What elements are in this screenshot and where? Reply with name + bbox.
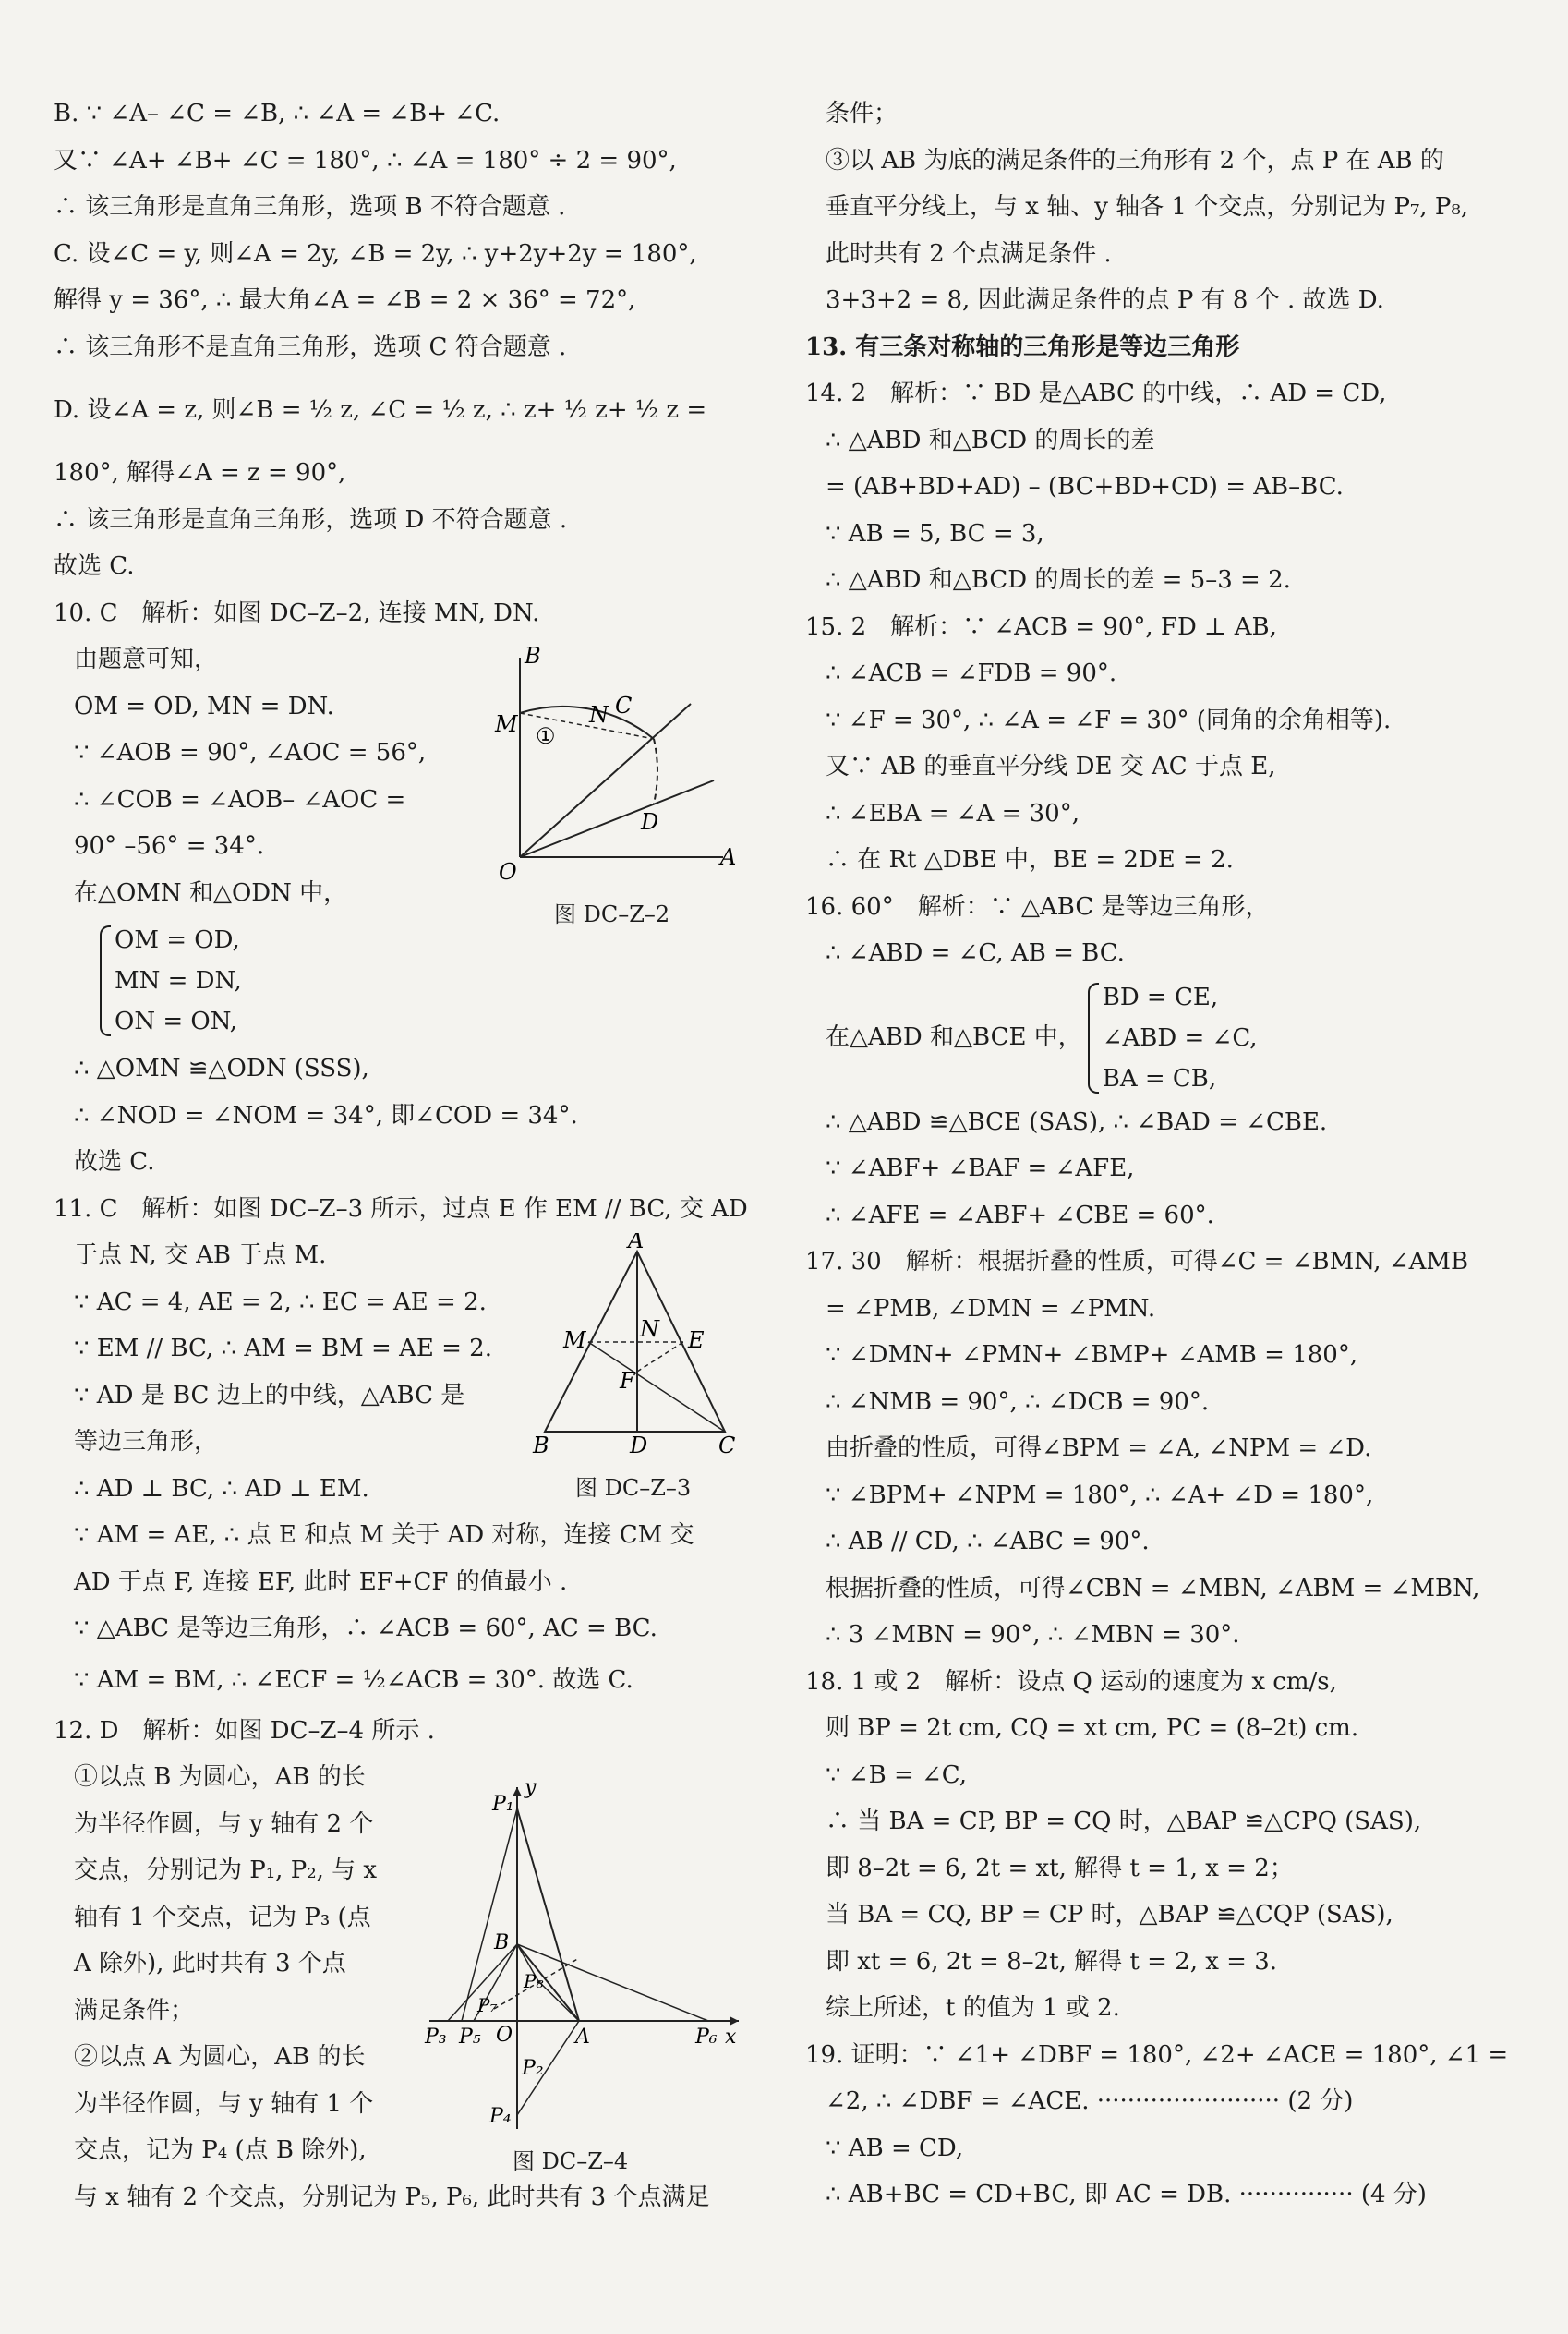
label-c: C [718, 1433, 736, 1455]
label-n: N [640, 1316, 659, 1342]
text-line: ∴ 当 BA = CP, BP = CQ 时，△BAP ≌△CPQ (SAS), [826, 1808, 1422, 1835]
text-line: ∵ EM // BC, ∴ AM = BM = AE = 2. [74, 1335, 492, 1362]
text-line: 综上所述，t 的值为 1 或 2. [826, 1994, 1120, 2022]
text-line: 在△ABD 和△BCE 中， [826, 1023, 1082, 1052]
text-line: 由折叠的性质，可得∠BPM = ∠A, ∠NPM = ∠D. [826, 1434, 1372, 1462]
text-line: ∴ ∠AFE = ∠ABF+ ∠CBE = 60°. [826, 1201, 1214, 1229]
text-line: ∴ ∠NOD = ∠NOM = 34°, 即∠COD = 34°. [74, 1101, 578, 1130]
text-line: ∴ ∠EBA = ∠A = 30°, [826, 799, 1080, 828]
text-line: ∴ △ABD 和△BCD 的周长的差 = 5–3 = 2. [826, 566, 1291, 594]
figure-dc-z-4 [420, 1773, 753, 2174]
figure-3-diagram [531, 1233, 743, 1455]
text-line: B. ∵ ∠A– ∠C = ∠B, ∴ ∠A = ∠B+ ∠C. [54, 100, 501, 127]
question-12-heading: 12. D 解析：如图 DC–Z–4 所示 . [54, 1716, 435, 1745]
text-line: 又∵ ∠A+ ∠B+ ∠C = 180°, ∴ ∠A = 180° ÷ 2 = 90°, [54, 146, 677, 175]
text-line: 180°, 解得∠A = z = 90°, [54, 459, 346, 487]
label-n: N [589, 702, 609, 728]
label-o: O [499, 859, 517, 885]
text-line: 等边三角形， [74, 1428, 219, 1456]
text-line: 90° –56° = 34°. [74, 832, 265, 860]
text-line: ③以 AB 为底的满足条件的三角形有 2 个，点 P 在 AB 的 [826, 146, 1444, 175]
question-15-heading: 15. 2 解析：∵ ∠ACB = 90°, FD ⊥ AB, [805, 612, 1277, 641]
equation-line: BD = CE, [1102, 983, 1219, 1011]
label-b: B [525, 647, 541, 669]
right-column [805, 91, 1516, 2219]
text-line: ∴ 该三角形是直角三角形，选项 B 不符合题意 . [54, 193, 566, 221]
equation-line: MN = DN, [115, 967, 242, 995]
text-line: 即 8–2t = 6, 2t = xt, 解得 t = 1, x = 2； [826, 1854, 1294, 1882]
figure-dc-z-2 [488, 647, 746, 927]
label-p7: P₇ [477, 1994, 498, 2016]
label-m: M [563, 1327, 586, 1353]
text-line: 即 xt = 6, 2t = 8–2t, 解得 t = 2, x = 3. [826, 1947, 1278, 1976]
text-line: ∵ ∠ABF+ ∠BAF = ∠AFE, [826, 1155, 1135, 1182]
equation-system [74, 920, 765, 1042]
question-18-heading: 18. 1 或 2 解析：设点 Q 运动的速度为 x cm/s, [805, 1667, 1337, 1696]
label-a: A [575, 2026, 590, 2049]
text-line: ∴ ∠COB = ∠AOB– ∠AOC = [74, 785, 406, 814]
text-line: ∴ 3 ∠MBN = 90°, ∴ ∠MBN = 30°. [826, 1621, 1240, 1649]
question-17-heading: 17. 30 解析：根据折叠的性质，可得∠C = ∠BMN, ∠AMB [805, 1248, 1469, 1276]
text-line: 故选 C. [74, 1148, 155, 1176]
text-line: 此时共有 2 个点满足条件 . [826, 239, 1112, 268]
equation-line: OM = OD, [115, 926, 240, 954]
figure-4-diagram [420, 1773, 753, 2143]
label-p2: P₂ [522, 2057, 544, 2080]
text-line: 则 BP = 2t cm, CQ = xt cm, PC = (8–2t) cm. [826, 1714, 1359, 1742]
label-x: x [725, 2026, 737, 2049]
figure-3-caption: 图 DC–Z–3 [575, 1475, 692, 1501]
text-line: ∴ 该三角形是直角三角形，选项 D 不符合题意 . [54, 505, 568, 534]
label-d: D [630, 1433, 648, 1455]
text-line: 故选 C. [54, 552, 135, 580]
text-line: ①以点 B 为圆心，AB 的长 [74, 1763, 366, 1791]
text-line: ∠2, ∴ ∠DBF = ∠ACE. ························ (2 分) [826, 2087, 1354, 2115]
text-line: ∴ AB+BC = CD+BC, 即 AC = DB. ··············· (4 分) [826, 2181, 1427, 2208]
label-a: A [628, 1233, 645, 1253]
equation-system [805, 977, 1516, 1099]
question-11-heading: 11. C 解析：如图 DC–Z–3 所示，过点 E 作 EM // BC, 交 AD [54, 1194, 748, 1223]
text-line: 3+3+2 = 8, 因此满足条件的点 P 有 8 个 . 故选 D. [826, 286, 1384, 314]
text-line: 垂直平分线上，与 x 轴、y 轴各 1 个交点，分别记为 P₇, P₈, [826, 193, 1469, 221]
text-line: 轴有 1 个交点，记为 P₃ (点 [74, 1903, 371, 1931]
label-p8: P₈ [524, 1970, 544, 1992]
question-19-heading: 19. 证明：∵ ∠1+ ∠DBF = 180°, ∠2+ ∠ACE = 180°, ∠1 = [805, 2040, 1509, 2069]
fraction-line: D. 设∠A = z, 则∠B = ½ z, ∠C = ½ z, ∴ z+ ½ z+ ½ z = [54, 396, 707, 424]
figure-2-caption: 图 DC–Z–2 [554, 901, 670, 927]
text-line: ∴ AB // CD, ∴ ∠ABC = 90°. [826, 1528, 1150, 1555]
text-line: 于点 N, 交 AB 于点 M. [74, 1241, 327, 1269]
text-line: ∵ ∠AOB = 90°, ∠AOC = 56°, [74, 739, 427, 767]
figure-4-caption: 图 DC–Z–4 [513, 2148, 629, 2174]
label-o: O [496, 2024, 513, 2047]
text-line: 根据折叠的性质，可得∠CBN = ∠MBN, ∠ABM = ∠MBN, [826, 1574, 1480, 1602]
text-line: ∵ ∠DMN+ ∠PMN+ ∠BMP+ ∠AMB = 180°, [826, 1341, 1358, 1369]
label-y: y [525, 1776, 537, 1799]
text-line: ∴ 该三角形不是直角三角形，选项 C 符合题意 . [54, 333, 567, 361]
text-line: ∵ AC = 4, AE = 2, ∴ EC = AE = 2. [74, 1288, 487, 1316]
text-line: 交点，记为 P₄ (点 B 除外), [74, 2136, 367, 2164]
label-p4: P₄ [489, 2105, 512, 2128]
label-p5: P₅ [459, 2026, 481, 2049]
equation-line: BA = CB, [1102, 1064, 1217, 1093]
question-10-heading: 10. C 解析：如图 DC–Z–2, 连接 MN, DN. [54, 599, 540, 627]
text-line: ∵ ∠BPM+ ∠NPM = 180°, ∴ ∠A+ ∠D = 180°, [826, 1481, 1374, 1509]
question-13-heading: 13. 有三条对称轴的三角形是等边三角形 [805, 333, 1240, 361]
label-p6: P₆ [695, 2026, 718, 2049]
text-line: = (AB+BD+AD) – (BC+BD+CD) = AB–BC. [826, 473, 1344, 501]
equation-line: ON = ON, [115, 1008, 238, 1035]
text-line: ∴ △OMN ≌△ODN (SSS), [74, 1055, 369, 1082]
text-line: 满足条件； [74, 1996, 195, 2025]
label-c: C [615, 693, 633, 719]
brace-group [1082, 977, 1258, 1099]
text-line: ∵ AB = CD, [826, 2134, 964, 2162]
brace-group [94, 920, 765, 1042]
question-14-heading: 14. 2 解析：∵ BD 是△ABC 的中线，∴ AD = CD, [805, 380, 1387, 407]
text-line: ∴ ∠ACB = ∠FDB = 90°. [826, 659, 1117, 687]
label-b: B [494, 1931, 510, 1954]
fraction-line: ∵ AM = BM, ∴ ∠ECF = ½∠ACB = 30°. 故选 C. [74, 1665, 633, 1694]
text-line: ②以点 A 为圆心，AB 的长 [74, 2043, 366, 2071]
text-line: A 除外), 此时共有 3 个点 [74, 1950, 346, 1977]
label-circled-1: ① [536, 723, 556, 749]
text-line: ∵ △ABC 是等边三角形，∴ ∠ACB = 60°, AC = BC. [74, 1614, 657, 1642]
text-line: 由题意可知， [74, 646, 219, 673]
text-line: 为半径作圆，与 y 轴有 2 个 [74, 1809, 374, 1838]
text-line: 交点，分别记为 P₁, P₂, 与 x [74, 1856, 378, 1884]
text-line: 又∵ AB 的垂直平分线 DE 交 AC 于点 E, [826, 753, 1276, 780]
text-line: OM = OD, MN = DN. [74, 692, 334, 720]
text-line: 解得 y = 36°, ∴ 最大角∠A = ∠B = 2 × 36° = 72°, [54, 286, 636, 314]
text-line: 与 x 轴有 2 个交点，分别记为 P₅, P₆, 此时共有 3 个点满足 [74, 2183, 710, 2211]
text-line: ∵ AM = AE, ∴ 点 E 和点 M 关于 AD 对称，连接 CM 交 [74, 1521, 694, 1549]
label-e: E [688, 1327, 705, 1353]
text-line: ∵ ∠F = 30°, ∴ ∠A = ∠F = 30° (同角的余角相等). [826, 706, 1392, 734]
text-line: ∴ AD ⊥ BC, ∴ AD ⊥ EM. [74, 1474, 369, 1503]
text-line: 当 BA = CQ, BP = CP 时，△BAP ≌△CQP (SAS), [826, 1901, 1393, 1929]
text-line: 为半径作圆，与 y 轴有 1 个 [74, 2089, 374, 2118]
text-line: ∴ ∠NMB = 90°, ∴ ∠DCB = 90°. [826, 1387, 1210, 1416]
label-p1: P₁ [492, 1793, 514, 1816]
figure-2-diagram [488, 647, 746, 887]
label-p3: P₃ [425, 2026, 447, 2049]
text-line: ∴ △ABD 和△BCD 的周长的差 [826, 426, 1155, 454]
text-line: 条件； [826, 100, 899, 127]
label-d: D [641, 809, 659, 835]
text-line: 在△OMN 和△ODN 中， [74, 878, 348, 907]
label-a: A [720, 844, 737, 870]
text-line: ∴ ∠ABD = ∠C, AB = BC. [826, 939, 1125, 967]
question-16-heading: 16. 60° 解析：∵ △ABC 是等边三角形， [805, 892, 1270, 921]
text-line: AD 于点 F, 连接 EF, 此时 EF+CF 的值最小 . [74, 1567, 568, 1596]
text-line: = ∠PMB, ∠DMN = ∠PMN. [826, 1294, 1156, 1323]
text-line: C. 设∠C = y, 则∠A = 2y, ∠B = 2y, ∴ y+2y+2y = 180°, [54, 239, 697, 268]
label-m: M [495, 711, 518, 737]
figure-dc-z-3 [531, 1233, 743, 1501]
text-line: ∵ AB = 5, BC = 3, [826, 519, 1044, 548]
label-b: B [533, 1433, 549, 1455]
label-f: F [620, 1368, 635, 1394]
equation-line: ∠ABD = ∠C, [1102, 1023, 1258, 1052]
text-line: ∴ 在 Rt △DBE 中，BE = 2DE = 2. [826, 846, 1234, 874]
text-line: ∵ ∠B = ∠C, [826, 1760, 968, 1789]
text-line: ∴ △ABD ≌△BCE (SAS), ∴ ∠BAD = ∠CBE. [826, 1107, 1328, 1136]
text-line: ∵ AD 是 BC 边上的中线，△ABC 是 [74, 1381, 465, 1409]
